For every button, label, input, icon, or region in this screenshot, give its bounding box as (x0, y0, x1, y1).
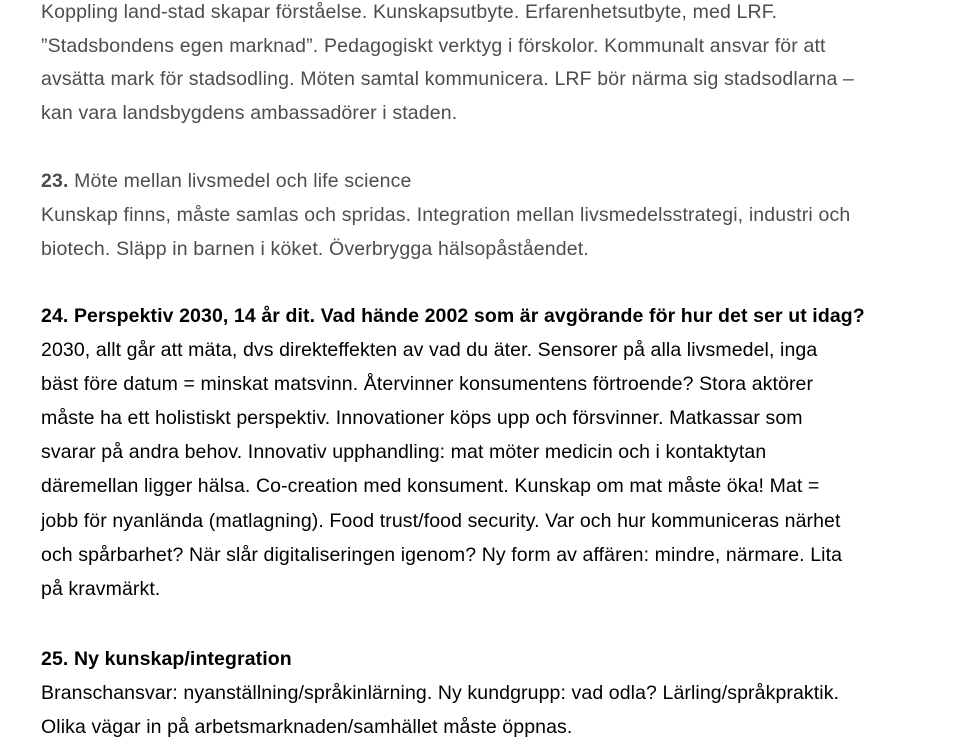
section-24-heading-row (41, 304, 865, 328)
section-23-heading: Möte mellan livsmedel och life science (74, 170, 412, 192)
section-25-line-2: Olika vägar in på arbetsmarknaden/samhället måste öppnas. (41, 716, 573, 738)
intro-line-4: kan vara landsbygdens ambassadörer i staden. (41, 102, 458, 124)
section-25-number: 25. (41, 648, 69, 670)
section-24-line-1: 2030, allt går att mäta, dvs direkteffekten av vad du äter. Sensorer på alla livsmedel, inga (41, 339, 818, 361)
intro-line-1: Koppling land-stad skapar förståelse. Kunskapsutbyte. Erfarenhetsutbyte, med LRF. (41, 1, 778, 23)
section-25-line-1: Branschansvar: nyanställning/språkinlärning. Ny kundgrupp: vad odla? Lärling/språkpraktik. (41, 682, 840, 704)
section-25-heading-row (41, 647, 292, 671)
section-23-heading-row (41, 169, 411, 193)
section-24-line-4: svarar på andra behov. Innovativ upphandling: mat möter medicin och i kontaktytan (41, 441, 767, 463)
section-24-line-6: jobb för nyanlända (matlagning). Food trust/food security. Var och hur kommuniceras närhet (41, 510, 841, 532)
section-23-line-1: Kunskap finns, måste samlas och spridas. Integration mellan livsmedelsstrategi, industri och (41, 204, 851, 226)
section-23-line-2: biotech. Släpp in barnen i köket. Överbrygga hälsopåståendet. (41, 238, 589, 260)
section-24-line-7: och spårbarhet? När slår digitaliseringen igenom? Ny form av affären: mindre, närmare. Lita (41, 544, 843, 566)
section-24-line-3: måste ha ett holistiskt perspektiv. Innovationer köps upp och försvinner. Matkassar som (41, 407, 803, 429)
section-24-heading: Perspektiv 2030, 14 år dit. Vad hände 2002 som är avgörande för hur det ser ut idag? (73, 305, 865, 327)
section-25-heading: Ny kunskap/integration (73, 648, 292, 670)
section-24-line-5: däremellan ligger hälsa. Co-creation med konsument. Kunskap om mat måste öka! Mat = (41, 475, 820, 497)
section-24-number: 24. (41, 305, 69, 327)
intro-line-2: ”Stadsbondens egen marknad”. Pedagogiskt verktyg i förskolor. Kommunalt ansvar för att (41, 35, 826, 57)
intro-line-3: avsätta mark för stadsodling. Möten samtal kommunicera. LRF bör närma sig stadsodlarna – (41, 68, 855, 90)
section-24-line-8: på kravmärkt. (41, 578, 161, 600)
section-23-number: 23. (41, 170, 69, 192)
section-24-line-2: bäst före datum = minskat matsvinn. Återvinner konsumentens förtroende? Stora aktörer (41, 373, 814, 395)
